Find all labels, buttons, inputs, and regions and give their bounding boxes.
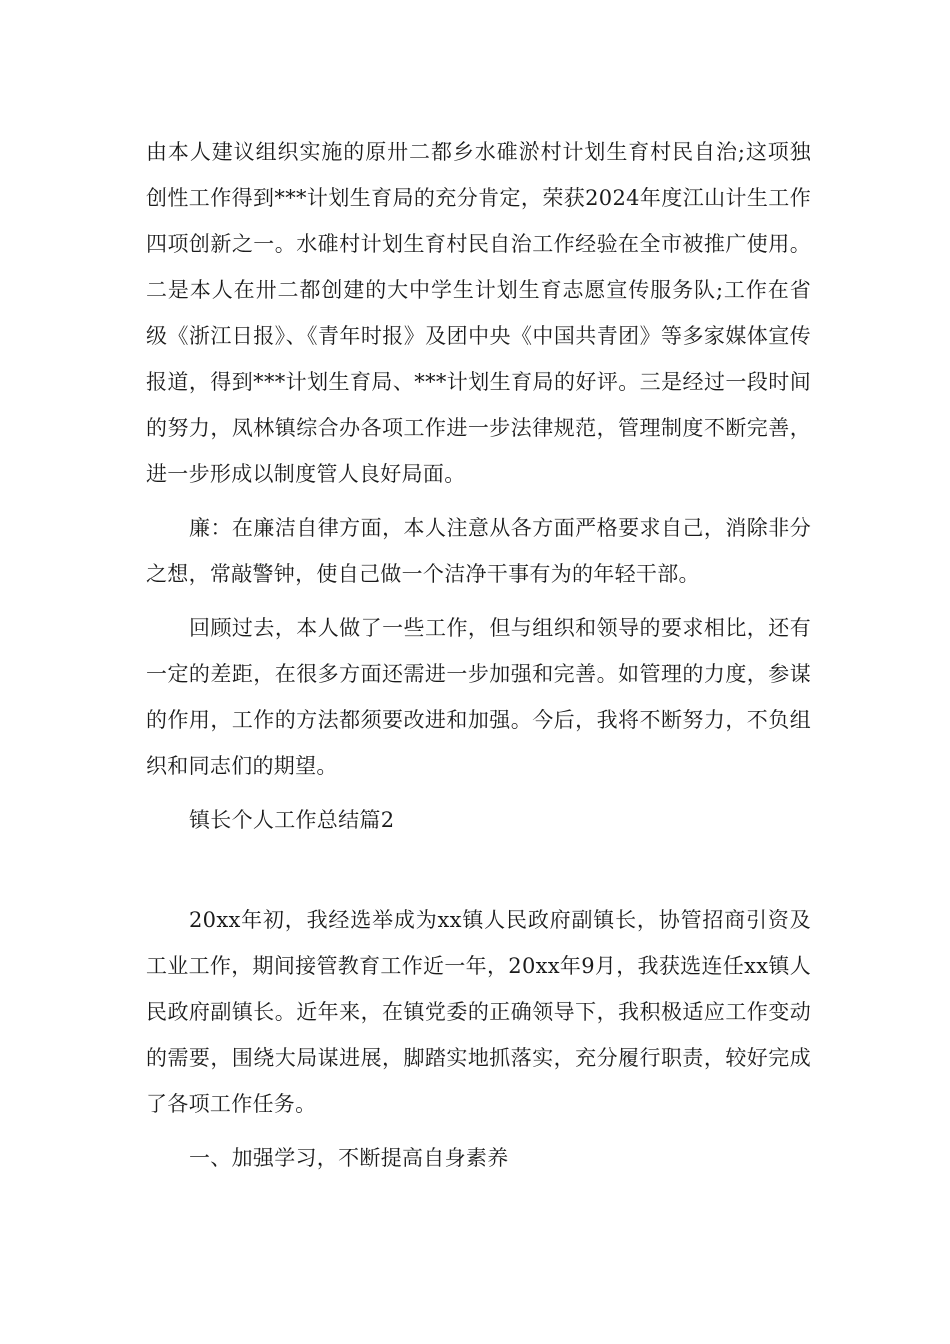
paragraph-continuation: 由本人建议组织实施的原卅二都乡水碓淤村计划生育村民自治;这项独创性工作得到***计划生育局的充分肯定，荣获2024年度江山计生工作四项创新之一。水碓村计划生育村民自治工作经验在全市被推广使用。二是本人在卅二都创建的大中学生计划生育志愿宣传服务队;工作在省级《浙江日报》、《青年时报》及团中央《中国共青团》等多家媒体宣传报道，得到***计划生育局、***计划生育局的好评。三是经过一段时间的努力，凤林镇综合办各项工作进一步法律规范，管理制度不断完善，进一步形成以制度管人良好局面。 — [146, 140, 811, 486]
paragraph-intro: 20xx年初，我经选举成为xx镇人民政府副镇长，协管招商引资及工业工作，期间接管教育工作近一年，20xx年9月，我获选连任xx镇人民政府副镇长。近年来，在镇党委的正确领导下，我积极适应工作变动的需要，围绕大局谋进展，脚踏实地抓落实，充分履行职责，较好完成了各项工作任务。 — [146, 908, 811, 1116]
blank-line — [146, 851, 811, 897]
section-heading-1: 一、加强学习，不断提高自身素养 — [189, 1146, 509, 1170]
paragraph-integrity: 廉：在廉洁自律方面，本人注意从各方面严格要求自己，消除非分之想，常敲警钟，使自己做一个洁净干事有为的年轻干部。 — [146, 516, 811, 586]
paragraph-review: 回顾过去，本人做了一些工作，但与组织和领导的要求相比，还有一定的差距，在很多方面还需进一步加强和完善。如管理的力度，参谋的作用，工作的方法都须要改进和加强。今后，我将不断努力，不负组织和同志们的期望。 — [146, 616, 811, 778]
document-body — [146, 129, 811, 1189]
article-title: 镇长个人工作总结篇2 — [189, 808, 395, 832]
